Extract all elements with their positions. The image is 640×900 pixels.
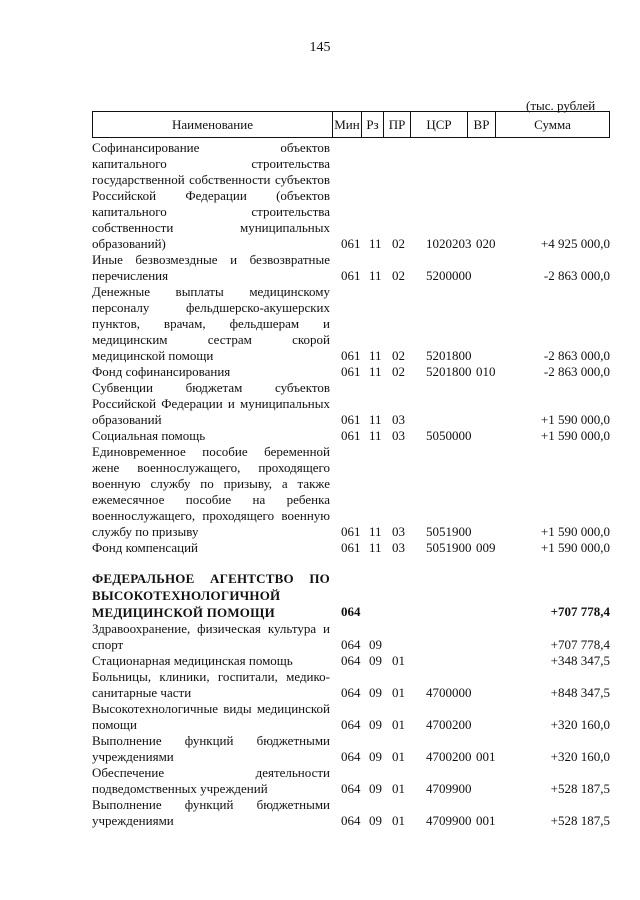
- row-csr: 1020203: [426, 236, 472, 251]
- header-pr: ПР: [383, 111, 410, 138]
- row-rz: 09: [369, 749, 382, 764]
- row-min: 064: [341, 653, 361, 668]
- row-min: 064: [341, 637, 361, 652]
- row-vr: 009: [476, 540, 496, 555]
- row-sum: +1 590 000,0: [540, 412, 610, 427]
- row-rz: 11: [369, 348, 382, 363]
- header-vr: ВР: [467, 111, 495, 138]
- row-csr: 4700200: [426, 717, 472, 732]
- row-min: 064: [341, 749, 361, 764]
- table-row: [0, 653, 640, 669]
- row-min: 064: [341, 685, 361, 700]
- table-row: [0, 284, 640, 364]
- row-name: Выполнение функций бюджетными учреждениями: [92, 797, 330, 828]
- row-pr: 02: [392, 348, 405, 363]
- row-name: Фонд компенсаций: [92, 540, 198, 555]
- row-name: Выполнение функций бюджетными учреждениями: [92, 733, 330, 764]
- row-sum: +707 778,4: [550, 604, 610, 619]
- row-name: Здравоохранение, физическая культура и спорт: [92, 621, 330, 652]
- row-name: Обеспечение деятельности подведомственных учреждений: [92, 765, 330, 796]
- header-csr: ЦСР: [410, 111, 467, 138]
- row-name: Иные безвозмездные и безвозвратные перечисления: [92, 252, 330, 283]
- row-csr: 5050000: [426, 428, 472, 443]
- table-row: [0, 570, 640, 621]
- row-csr: 5200000: [426, 268, 472, 283]
- row-pr: 03: [392, 540, 405, 555]
- row-name: Высокотехнологичные виды медицинской помощи: [92, 701, 330, 732]
- row-pr: 03: [392, 524, 405, 539]
- row-sum: +1 590 000,0: [540, 540, 610, 555]
- row-sum: -2 863 000,0: [543, 348, 610, 363]
- row-pr: 02: [392, 236, 405, 251]
- row-min: 061: [341, 540, 361, 555]
- row-sum: +4 925 000,0: [540, 236, 610, 251]
- row-csr: 5201800: [426, 364, 472, 379]
- row-min: 064: [341, 604, 361, 619]
- row-sum: +1 590 000,0: [540, 524, 610, 539]
- table-row: [0, 444, 640, 540]
- row-sum: +848 347,5: [550, 685, 610, 700]
- table-row: [0, 540, 640, 556]
- row-name: Стационарная медицинская помощь: [92, 653, 293, 668]
- table-row: [0, 364, 640, 380]
- row-csr: 4700000: [426, 685, 472, 700]
- page-number: 145: [309, 40, 331, 55]
- row-sum: +707 778,4: [550, 637, 610, 652]
- row-name: Социальная помощь: [92, 428, 206, 443]
- row-rz: 09: [369, 685, 382, 700]
- table-row: [0, 701, 640, 733]
- table-row: [0, 380, 640, 428]
- row-min: 061: [341, 348, 361, 363]
- row-pr: 01: [392, 749, 405, 764]
- table-header: [92, 111, 610, 138]
- row-sum: +320 160,0: [550, 749, 610, 764]
- row-pr: 01: [392, 813, 405, 828]
- row-name: Больницы, клиники, госпитали, медико-санитарные части: [92, 669, 330, 700]
- row-vr: 001: [476, 813, 496, 828]
- row-min: 064: [341, 717, 361, 732]
- row-sum: -2 863 000,0: [543, 364, 610, 379]
- row-min: 061: [341, 412, 361, 427]
- row-pr: 02: [392, 268, 405, 283]
- row-vr: 020: [476, 236, 496, 251]
- row-rz: 09: [369, 637, 382, 652]
- row-pr: 02: [392, 364, 405, 379]
- header-name: Наименование: [92, 111, 332, 138]
- table-row: [0, 733, 640, 765]
- row-rz: 11: [369, 268, 382, 283]
- row-csr: 5051900: [426, 524, 472, 539]
- table-row: [0, 797, 640, 829]
- row-sum: -2 863 000,0: [543, 268, 610, 283]
- row-name: Субвенции бюджетам субъектов Российской Федерации и муниципальных образований: [92, 380, 330, 427]
- header-rz: Рз: [361, 111, 383, 138]
- table-row: [0, 140, 640, 252]
- row-pr: 01: [392, 781, 405, 796]
- row-rz: 11: [369, 412, 382, 427]
- row-min: 064: [341, 781, 361, 796]
- header-sum: Сумма: [495, 111, 610, 138]
- row-csr: 4709900: [426, 813, 472, 828]
- row-min: 061: [341, 268, 361, 283]
- row-vr: 001: [476, 749, 496, 764]
- row-sum: +348 347,5: [550, 653, 610, 668]
- row-rz: 09: [369, 813, 382, 828]
- row-sum: +1 590 000,0: [540, 428, 610, 443]
- row-pr: 03: [392, 428, 405, 443]
- row-rz: 11: [369, 236, 382, 251]
- row-name: Денежные выплаты медицинскому персоналу фельдшерско-акушерских пунктов, врачам, фельдшерам и медицинским сестрам скорой медицинской помощи: [92, 284, 330, 363]
- table-body: [0, 140, 640, 829]
- row-pr: 03: [392, 412, 405, 427]
- row-csr: 5051900: [426, 540, 472, 555]
- row-rz: 09: [369, 717, 382, 732]
- row-min: 061: [341, 364, 361, 379]
- units-label: (тыс. рублей: [526, 98, 596, 113]
- row-sum: +320 160,0: [550, 717, 610, 732]
- row-name: Единовременное пособие беременной жене военнослужащего, проходящего военную службу по призыву, а также ежемесячное пособие на ребенка военнослужащего, проходящего военную службу по призыву: [92, 444, 330, 539]
- row-rz: 11: [369, 524, 382, 539]
- table-row: [0, 428, 640, 444]
- row-csr: 4709900: [426, 781, 472, 796]
- row-pr: 01: [392, 717, 405, 732]
- table-row: [0, 669, 640, 701]
- row-rz: 09: [369, 653, 382, 668]
- row-csr: 4700200: [426, 749, 472, 764]
- row-pr: 01: [392, 653, 405, 668]
- row-rz: 11: [369, 540, 382, 555]
- row-vr: 010: [476, 364, 496, 379]
- row-rz: 11: [369, 428, 382, 443]
- row-rz: 09: [369, 781, 382, 796]
- row-name: Фонд софинансирования: [92, 364, 231, 379]
- table-row: [0, 621, 640, 653]
- row-name: ФЕДЕРАЛЬНОЕ АГЕНТСТВО ПО ВЫСОКОТЕХНОЛОГИЧНОЙ МЕДИЦИНСКОЙ ПОМОЩИ: [92, 571, 330, 620]
- row-min: 061: [341, 236, 361, 251]
- row-sum: +528 187,5: [550, 781, 610, 796]
- row-pr: 01: [392, 685, 405, 700]
- row-min: 061: [341, 428, 361, 443]
- row-csr: 5201800: [426, 348, 472, 363]
- table-row: [0, 252, 640, 284]
- header-min: Мин: [332, 111, 361, 138]
- row-min: 061: [341, 524, 361, 539]
- row-name: Софинансирование объектов капитального строительства государственной собственности субъектов Российской Федерации (объектов капитального строительства собственности муниципальных образований): [92, 140, 330, 251]
- row-min: 064: [341, 813, 361, 828]
- row-sum: +528 187,5: [550, 813, 610, 828]
- table-row: [0, 765, 640, 797]
- row-rz: 11: [369, 364, 382, 379]
